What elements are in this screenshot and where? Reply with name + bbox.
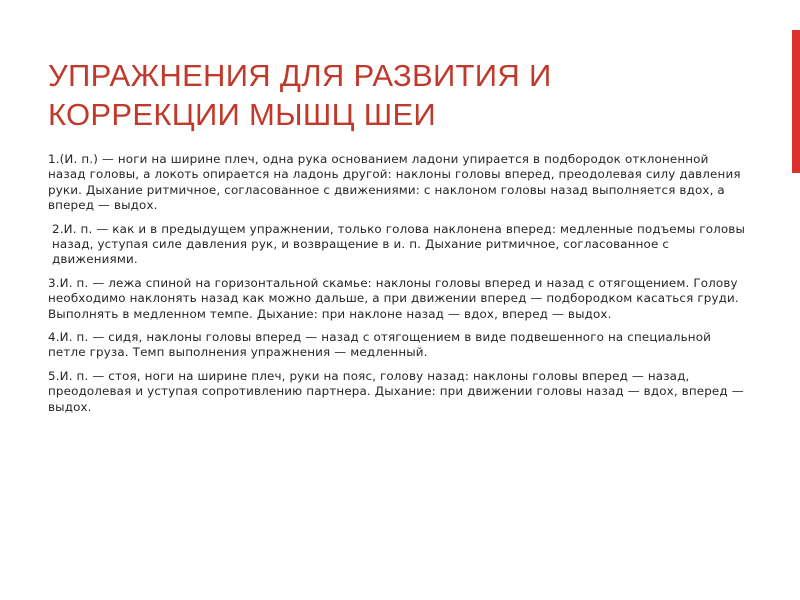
exercise-paragraph-2: 2.И. п. — как и в предыдущем упражнении, только голова наклонена вперед: медленные подъемы головы назад, уступая силе давления рук, и возвращение в и. п. Дыхание ритмичное, согласованное с движениями. — [52, 221, 745, 267]
accent-bar — [792, 30, 800, 173]
slide-title: УПРАЖНЕНИЯ ДЛЯ РАЗВИТИЯ И КОРРЕКЦИИ МЫШЦ ШЕИ — [48, 58, 552, 132]
exercise-paragraph-1: 1.(И. п.) — ноги на ширине плеч, одна рука основанием ладони упирается в подбородок отклоненной назад головы, а локоть опирается на ладонь другой: наклоны головы вперед, преодолевая силу давления руки. Дыхание ритмичное, согласованное с движениями: с наклоном головы назад выполняется вдох, а вперед — выдох. — [48, 152, 741, 213]
exercise-paragraph-4: 4.И. п. — сидя, наклоны головы вперед — назад с отягощением в виде подвешенного на специальной петле груза. Темп выполнения упражнения — медленный. — [48, 330, 712, 360]
exercise-paragraph-3: 3.И. п. — лежа спиной на горизонтальной скамье: наклоны головы вперед и назад с отягощением. Голову необходимо наклонять назад как можно дальше, а при движении вперед — подбородком касаться груди. Выполнять в медленном темпе. Дыхание: при наклоне назад — вдох, вперед — выдох. — [48, 275, 739, 321]
slide-body — [48, 152, 748, 423]
exercise-paragraph-5: 5.И. п. — стоя, ноги на ширине плеч, руки на пояс, голову назад: наклоны головы вперед — назад, преодолевая и уступая сопротивлению партнера. Дыхание: при движении головы назад — вдох, вперед — выдох. — [48, 368, 744, 414]
